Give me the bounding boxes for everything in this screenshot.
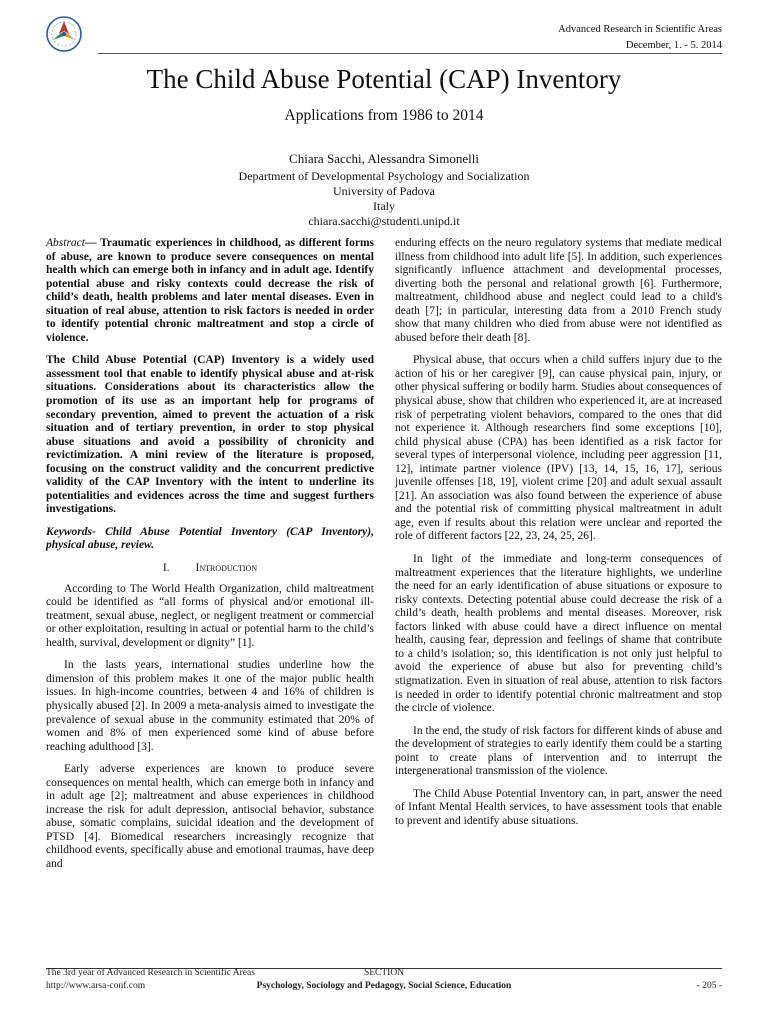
body-paragraph: enduring effects on the neuro regulatory systems that mediate medical illness from childhood into adult life [5]. In addition, such experiences significantly influence attachment and developmental processes, diverting both the personal and relational growth [6]. Furthermore, maltreatment, childhood abuse and neglect could lead to a child's death [7]; in particular, interesting data from a 2010 French study show that many children who died from abuse were not identified as abused before their death [8].	[395, 237, 722, 344]
body-paragraph: The Child Abuse Potential Inventory can, in part, answer the need of Infant Mental Health services, to have assessment tools that enable to prevent and identify abuse situations.	[395, 787, 722, 827]
body-paragraph: According to The World Health Organization, child maltreatment could be identified as “all forms of physical and/or emotional ill-treatment, sexual abuse, neglect, or negligent treatment or commercial or other exploitation, resulting in actual or potential harm to the child’s health, survival, development or dignity” [1].	[46, 582, 374, 649]
body-paragraph: Physical abuse, that occurs when a child suffers injury due to the action of his or her caregiver [9], can cause physical pain, injury, or other physical suffering or bodily harm. Studies about consequences of physical abuse, show that children who experienced it, are at increased risk of perpetrating violent behaviors, compared to the ones that did not experience it. Although researchers find some exceptions [10], child physical abuse (CPA) has been identified as a risk factor for several types of interpersonal violence, including peer aggression [11, 12], intimate partner violence (IPV) [13, 14, 15, 16, 17], serious juvenile offenses [18, 19], violent crime [20] and adult sexual assault [21]. An association was also found between the experience of abuse and the potential risk of committing physical maltreatment in adult age, even if results about this relation were unclear and reported the role of different factors [22, 23, 24, 25, 26].	[395, 354, 722, 543]
section-heading	[46, 562, 374, 576]
body-paragraph: In the end, the study of risk factors for different kinds of abuse and the development of strategies to early identify them could be a starting point to create plans of intervention and to interrupt the intergenerational transmission of the violence.	[395, 724, 722, 778]
author-email[interactable]: chiara.sacchi@studenti.unipd.it	[308, 214, 460, 228]
paper-title: The Child Abuse Potential (CAP) Inventory	[146, 64, 622, 94]
header-rule	[98, 53, 722, 54]
footer-section-name: Psychology, Sociology and Pedagogy, Social Science, Education	[256, 981, 512, 991]
journal-name: Advanced Research in Scientific Areas	[558, 24, 722, 35]
author-affiliation	[0, 169, 768, 229]
paper-authors: Chiara Sacchi, Alessandra Simonelli	[289, 151, 479, 166]
abstract-label: Abstract	[46, 237, 85, 249]
body-paragraph: In the lasts years, international studies underline how the dimension of this problem makes it one of the major public health issues. In high-income countries, between 4 and 16% of children is physically abused [2]. In 2009 a meta-analysis aimed to investigate the prevalence of sexual abuse in the community estimated that 20% of women and 8% of men experienced some kind of abuse before reaching adulthood [3].	[46, 659, 374, 753]
affiliation-country: Italy	[373, 199, 395, 213]
page-header	[0, 0, 768, 58]
footer-section-label: SECTION	[363, 968, 405, 978]
footer-url-link[interactable]: http://www.arsa-conf.com	[46, 981, 146, 991]
section-title: Introduction	[195, 562, 258, 575]
abstract-paragraph-2: The Child Abuse Potential (CAP) Inventory is a widely used assessment tool that enable to identify physical abuse and at-risk situations. Considerations about its characteristics allow the promotion of its use as an important help for programs of secondary prevention, aimed to prevent the actuation of a risk situation and of tertiary prevention, in order to stop physical abuse situations and avoid a possibility of chronicity and revictimization. A mini review of the literature is proposed, focusing on the construct validity and the concurrent predictive validity of the CAP Inventory with the intent to underline its potentialities and evidences across the time and suggest furthers investigations.	[46, 354, 374, 516]
affiliation-department: Department of Developmental Psychology and Socialization	[238, 169, 530, 183]
paper-subtitle: Applications from 1986 to 2014	[284, 107, 484, 124]
affiliation-university: University of Padova	[333, 184, 435, 198]
body-paragraph: In light of the immediate and long-term consequences of maltreatment experiences that the literature highlights, we underline the need for an early identification of abuse situations or exposure to risky contexts. Detecting potential abuse could decrease the risk of a child’s death, health problems and mental diseases. Moreover, risk factors linked with abuse could have a direct influence on mental health, causing fear, depression and feelings of shame that contribute to a child’s isolation; so, this identification is not only just helpful to avoid the experience of abuse but also for preventing child’s stigmatization. Even in situation of real abuse, attention to risk factors is needed in order to identify potential chronic maltreatment and stop the circle of violence.	[395, 553, 722, 715]
conference-logo-icon	[44, 14, 84, 54]
right-column	[395, 237, 722, 837]
footer-conference: The 3rd year of Advanced Research in Scientific Areas	[46, 968, 255, 978]
section-number: I.	[162, 562, 170, 575]
conference-date: December, 1. - 5. 2014	[625, 40, 722, 51]
body-paragraph: Early adverse experiences are known to produce severe consequences on mental health, which can emerge both in infancy and in adult age [2]; maltreatment and abuse experiences in childhood increase the risk for adult depression, antisocial behavior, substance abuse, somatic complains, suicidal ideation and the development of PTSD [4]. Biomedical researchers increasingly recognize that childhood events, specifically abuse and emotional traumas, have deep and	[46, 763, 374, 870]
keywords: Keywords- Child Abuse Potential Inventory (CAP Inventory), physical abuse, review.	[46, 525, 374, 552]
page-number: - 205 -	[696, 981, 722, 991]
left-column	[46, 237, 374, 881]
header-info	[558, 22, 722, 54]
abstract-paragraph	[46, 237, 374, 345]
abstract-text: — Traumatic experiences in childhood, as different forms of abuse, are known to produce severe consequences on mental health which can emerge both in infancy and in adult age. Identify potential abuse and risky contexts could decrease the risk of child’s death, health problems and later mental diseases. Even in situation of real abuse, attention to risk factors is needed in order to identify potential chronic maltreatment and stop a circle of violence.	[46, 237, 374, 344]
